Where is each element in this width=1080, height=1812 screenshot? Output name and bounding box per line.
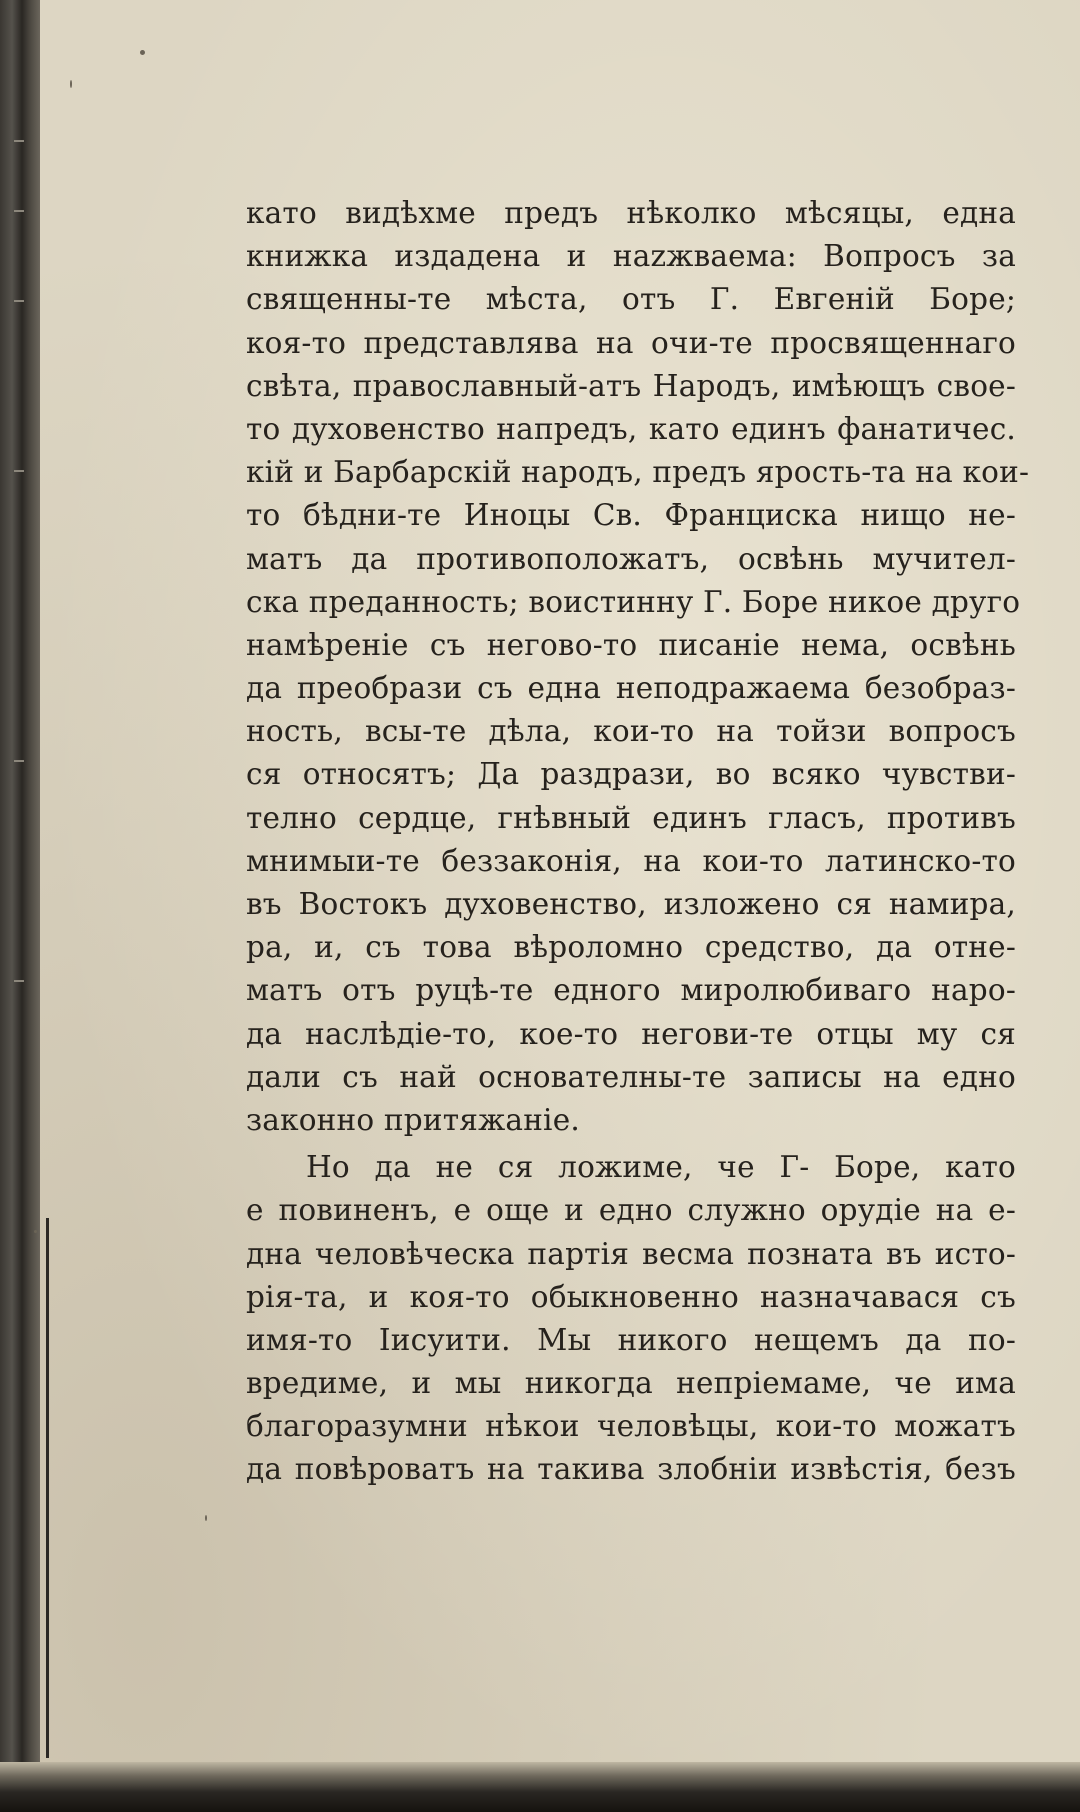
page-edge-frame (0, 1218, 49, 1758)
text-line: да наслѣдіе-то, кое-то негови-те отцы му ся (246, 1016, 1016, 1051)
page-bottom-shadow (0, 1762, 1080, 1812)
binding-stitch (14, 140, 24, 142)
text-line: дали съ най основателны-те записы на едно (246, 1059, 1016, 1094)
text-line: ска преданность; воистинну Г. Боре никое друго (246, 584, 1021, 619)
text-line: благоразумни нѣкои человѣцы, кои-то можатъ (246, 1409, 1016, 1444)
text-line: священны-те мѣста, отъ Г. Евгеній Боре; (246, 282, 1016, 317)
text-line: вредиме, и мы никогда непріемаме, че има (246, 1366, 1016, 1401)
text-line: имя-то Іисуити. Мы никого нещемъ да по- (246, 1322, 1016, 1357)
text-line: рія-та, и коя-то обыкновенно назначавася съ (246, 1279, 1016, 1314)
text-line: книжка издадена и нazжваема: Вопросъ за (246, 239, 1016, 274)
text-line: свѣта, православный-атъ Народъ, имѣющъ свое- (246, 368, 1016, 403)
text-line: да преобрази съ една неподражаема безобраз- (246, 671, 1016, 706)
text-line: матъ отъ руцѣ-те едного миролюбиваго наро- (246, 973, 1016, 1008)
text-line: кій и Барбарскій народъ, предъ ярость-та на кои- (246, 455, 1030, 490)
binding-stitch (14, 300, 24, 302)
paper-speck (205, 1515, 207, 1521)
text-line: ся относятъ; Да раздрази, во всяко чувстви- (246, 757, 1016, 792)
text-line: да повѣроватъ на такива злобніи извѣстія, безъ (246, 1452, 1016, 1487)
text-line: законно притяжаніе. (246, 1102, 580, 1137)
text-line: като видѣхме предъ нѣколко мѣсяцы, една (246, 196, 1016, 230)
text-line: мнимыи-те беззаконія, на кои-то латинско-то (246, 843, 1016, 878)
body-text (246, 192, 1030, 1492)
text-line: то бѣдни-те Иноцы Св. Франциска нищо не- (246, 498, 1016, 533)
text-line: дна человѣческа партія весма позната въ исто- (246, 1236, 1016, 1271)
text-line: е повиненъ, е още и едно служно орудіе на е- (246, 1193, 1016, 1228)
text-line: то духовенство напредъ, като единъ фанатичес. (246, 411, 1016, 446)
binding-stitch (14, 210, 24, 212)
paper-speck (140, 50, 145, 55)
binding-stitch (14, 980, 24, 982)
paragraph-2 (246, 1146, 1016, 1492)
text-line: Но да не ся ложиме, че Г- Боре, като (306, 1150, 1016, 1185)
text-line: ность, всы-те дѣла, кои-то на тойзи вопросъ (246, 714, 1016, 749)
text-line: телно сердце, гнѣвный единъ гласъ, противъ (246, 800, 1016, 835)
paragraph-1 (246, 192, 1030, 1142)
binding-stitch (14, 470, 24, 472)
binding-stitch (14, 760, 24, 762)
text-line: коя-то представлява на очи-те просвященнаго (246, 325, 1016, 360)
text-line: въ Востокъ духовенство, изложено ся намира, (246, 887, 1016, 921)
text-line: намѣреніе съ негово-то писаніе нема, освѣнь (246, 627, 1016, 662)
paper-speck (70, 80, 72, 88)
text-line: матъ да противоположатъ, освѣнь мучител- (246, 541, 1016, 576)
text-line: ра, и, съ това вѣроломно средство, да отне- (246, 930, 1016, 965)
